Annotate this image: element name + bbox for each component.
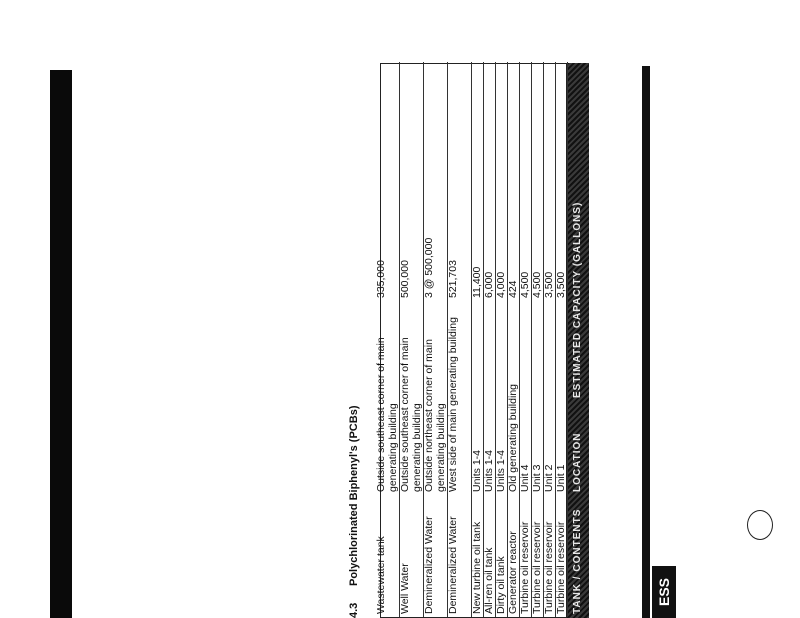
tank-cell: New turbine oil tank (471, 521, 483, 614)
hole-punch-circle (747, 510, 773, 540)
capacity-cell: 11,400 (471, 266, 483, 298)
capacity-cell: 4,500 (531, 271, 543, 298)
tank-cell: Turbine oil reservoir (519, 521, 531, 614)
capacity-cell: 6,000 (483, 271, 495, 298)
table-row (531, 62, 544, 617)
tank-cell: Demineralized Water (423, 516, 435, 614)
table-row (471, 62, 484, 617)
capacity-cell: 4,000 (495, 271, 507, 298)
tank-cell: Dirty oil tank (495, 556, 507, 614)
tank-cell: Well Water (399, 563, 411, 614)
table-header (567, 63, 589, 618)
capacity-cell: 335,000 (375, 260, 387, 298)
table-row (375, 62, 400, 617)
location-cell: Unit 3 (531, 464, 543, 492)
location-cell: Outside northeast corner of main generating building (423, 339, 448, 492)
section-title: Polychlorinated Biphenyl's (PCBs) (348, 405, 360, 586)
location-cell: Unit 2 (543, 464, 555, 492)
table-row (507, 62, 520, 617)
rotated-document (112, 63, 647, 618)
table-row (555, 62, 568, 617)
table-header-location: LOCATION (572, 432, 583, 492)
tank-cell: Turbine oil reservoir (555, 521, 567, 614)
tank-table (375, 63, 567, 618)
tank-cell: Turbine oil reservoir (543, 521, 555, 614)
tank-cell: Wastewater tank (375, 536, 387, 614)
table-row (519, 62, 532, 617)
scan-edge-bar (50, 70, 72, 618)
table-row (399, 62, 424, 617)
location-cell: Units 1-4 (495, 449, 507, 492)
capacity-cell: 500,000 (399, 260, 411, 298)
location-cell: Units 1-4 (483, 449, 495, 492)
location-cell: Outside southeast corner of main generating building (399, 337, 424, 492)
tank-cell: Generator reactor (507, 531, 519, 614)
table-row (447, 62, 472, 617)
table-row (543, 62, 556, 617)
location-cell: Unit 4 (519, 464, 531, 492)
table-header-contents: TANK / CONTENTS (572, 508, 583, 614)
location-cell: Old generating building (507, 384, 519, 492)
capacity-cell: 521,703 (447, 260, 459, 298)
page-header-fragment: ESS (652, 566, 676, 618)
location-cell: Units 1-4 (471, 449, 483, 492)
table-row (483, 62, 496, 617)
tank-cell: Demineralized Water (447, 516, 459, 614)
location-cell: Outside southeast corner of main generating building (375, 337, 400, 492)
table-header-capacity: ESTIMATED CAPACITY (GALLONS) (572, 201, 583, 398)
capacity-cell: 3 @ 500,000 (423, 237, 435, 298)
table-row (423, 62, 448, 617)
capacity-cell: 3,500 (543, 271, 555, 298)
capacity-cell: 424 (507, 280, 519, 298)
capacity-cell: 4,500 (519, 271, 531, 298)
section-number: 4.3 (348, 602, 360, 618)
location-cell: Unit 1 (555, 464, 567, 492)
tank-cell: All-ren oil tank (483, 547, 495, 614)
capacity-cell: 3,500 (555, 271, 567, 298)
tank-cell: Turbine oil reservoir (531, 521, 543, 614)
location-cell: West side of main generating building (447, 317, 459, 492)
table-row (495, 62, 508, 617)
